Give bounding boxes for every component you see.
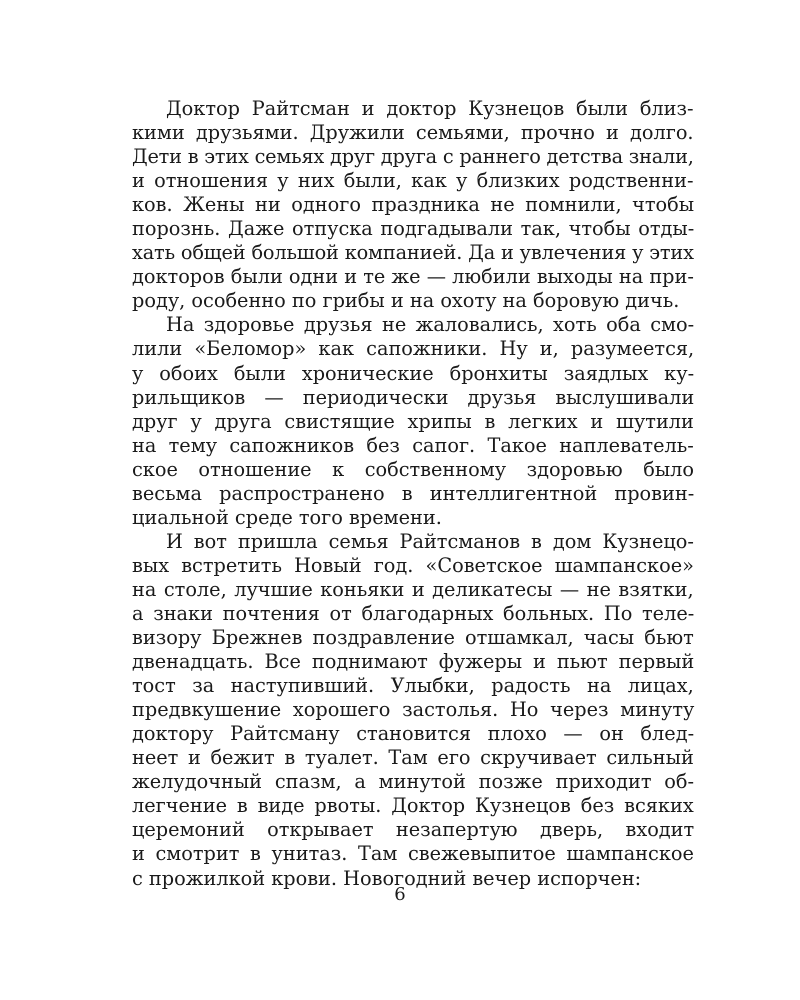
text-line: предвкушение хорошего застолья. Но через минуту bbox=[132, 698, 695, 722]
text-line: Доктор Райтсман и доктор Кузнецов были близ- bbox=[166, 97, 694, 120]
text-line: и отношения у них были, как у близких родственни- bbox=[132, 169, 694, 193]
text-line: ков. Жены ни одного праздника не помнили, чтобы bbox=[132, 193, 695, 217]
paragraph bbox=[132, 97, 694, 313]
text-line: тост за наступивший. Улыбки, радость на лицах, bbox=[132, 674, 694, 698]
text-line: с прожилкой крови. Новогодний вечер испорчен: bbox=[132, 866, 642, 890]
text-line: хать общей большой компанией. Да и увлечения у этих bbox=[132, 241, 694, 265]
text-line: у обоих были хронические бронхиты заядлых ку- bbox=[132, 361, 695, 385]
text-line: на тему сапожников без сапог. Такое наплеватель- bbox=[132, 433, 694, 457]
text-line: На здоровье друзья не жаловались, хоть оба смо- bbox=[166, 313, 695, 337]
text-line: и смотрит в унитаз. Там свежевыпитое шампанское bbox=[132, 842, 694, 866]
text-line: друг у друга свистящие хрипы в легких и шутили bbox=[132, 409, 694, 433]
text-line: ское отношение к собственному здоровью было bbox=[132, 457, 695, 481]
text-line: легчение в виде рвоты. Доктор Кузнецов без всяких bbox=[132, 794, 694, 818]
text-line: визору Брежнев поздравление отшамкал, часы бьют bbox=[132, 626, 694, 650]
text-line: желудочный спазм, а минутой позже приходит об- bbox=[132, 770, 695, 794]
text-line: рильщиков — периодически друзья выслушивали bbox=[132, 385, 695, 409]
text-line: на столе, лучшие коньяки и деликатесы — не взятки, bbox=[132, 577, 694, 601]
paragraph bbox=[132, 313, 694, 529]
text-line: а знаки почтения от благодарных больных. По теле- bbox=[132, 601, 695, 625]
text-line: доктору Райтсману становится плохо — он блед- bbox=[132, 722, 695, 746]
text-line: циальной среде того времени. bbox=[132, 505, 442, 529]
body-text bbox=[132, 97, 694, 891]
text-line: порознь. Даже отпуска подгадывали так, чтобы отды- bbox=[132, 217, 695, 241]
text-line: И вот пришла семья Райтсманов в дом Кузнецо- bbox=[166, 529, 694, 553]
text-line: кими друзьями. Дружили семьями, прочно и долго. bbox=[132, 121, 694, 145]
text-line: лили «Беломор» как сапожники. Ну и, разумеется, bbox=[132, 337, 695, 361]
text-line: неет и бежит в туалет. Там его скручивает сильный bbox=[132, 746, 694, 770]
page-number: 6 bbox=[394, 884, 406, 905]
text-line: двенадцать. Все поднимают фужеры и пьют первый bbox=[132, 650, 695, 674]
text-line: вых встретить Новый год. «Советское шампанское» bbox=[132, 553, 694, 577]
text-line: докторов были одни и те же — любили выходы на при- bbox=[132, 265, 694, 289]
text-line: весьма распространено в интеллигентной провин- bbox=[132, 481, 695, 505]
paragraph bbox=[132, 530, 694, 891]
text-line: роду, особенно по грибы и на охоту на боровую дичь. bbox=[132, 289, 680, 313]
text-line: церемоний открывает незапертую дверь, входит bbox=[132, 818, 695, 842]
text-line: Дети в этих семьях друг друга с раннего детства знали, bbox=[132, 145, 694, 169]
